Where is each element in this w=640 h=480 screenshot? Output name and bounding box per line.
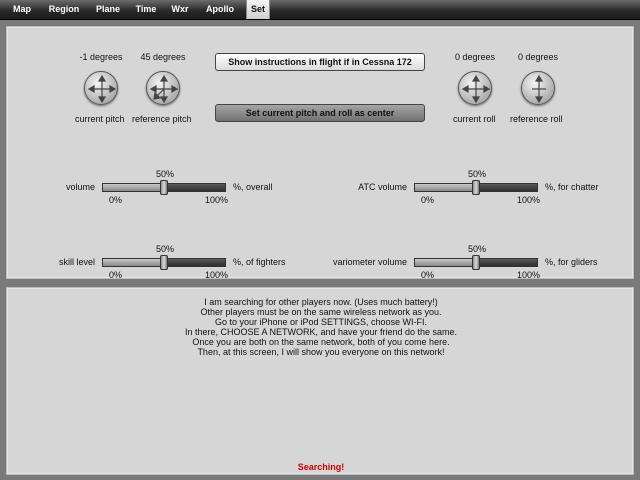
reference-roll-dial[interactable]	[521, 71, 555, 105]
reference-pitch-dial[interactable]	[146, 71, 180, 105]
variometer-volume-slider-handle[interactable]	[472, 255, 480, 270]
variometer-volume-slider-max: 100%	[517, 270, 541, 280]
variometer-volume-slider[interactable]	[414, 258, 538, 267]
network-message-line: Once you are both on the same network, both of you come here.	[192, 337, 450, 347]
reference-roll-label: reference roll	[510, 114, 563, 124]
tab-map[interactable]: Map	[13, 4, 31, 14]
network-message-line: Other players must be on the same wireless network as you.	[200, 307, 442, 317]
atc-volume-slider[interactable]	[414, 183, 538, 192]
reference-pitch-value: 45 degrees	[140, 52, 186, 62]
atc-volume-slider-label: ATC volume	[358, 182, 407, 192]
skill-level-slider-min: 0%	[109, 270, 123, 280]
current-roll-dial[interactable]	[458, 71, 492, 105]
variometer-volume-slider-suffix: %, for gliders	[545, 257, 598, 267]
volume-slider-min: 0%	[109, 195, 123, 205]
reference-pitch-label: reference pitch	[132, 114, 192, 124]
skill-level-slider-value: 50%	[155, 244, 174, 254]
vertical-arrows-icon	[522, 72, 556, 106]
skill-level-slider[interactable]	[102, 258, 226, 267]
variometer-volume-slider-label: variometer volume	[332, 257, 407, 267]
tab-bar	[0, 0, 640, 20]
settings-panel	[6, 26, 634, 279]
skill-level-slider-handle[interactable]	[160, 255, 168, 270]
atc-volume-slider-value: 50%	[467, 169, 486, 179]
four-way-arrows-icon	[459, 72, 493, 106]
atc-volume-slider-suffix: %, for chatter	[545, 182, 599, 192]
current-roll-value: 0 degrees	[454, 52, 496, 62]
network-message-line: In there, CHOOSE A NETWORK, and have your friend do the same.	[184, 327, 458, 337]
skill-level-slider-label: skill level	[58, 257, 95, 267]
atc-volume-slider-handle[interactable]	[472, 180, 480, 195]
network-message-line: I am searching for other players now. (Uses much battery!)	[204, 297, 438, 307]
reference-roll-value: 0 degrees	[517, 52, 559, 62]
variometer-volume-slider-value: 50%	[467, 244, 486, 254]
atc-volume-slider-max: 100%	[517, 195, 541, 205]
volume-slider-max: 100%	[205, 195, 229, 205]
network-panel	[6, 287, 634, 475]
tab-plane[interactable]: Plane	[95, 4, 120, 14]
tab-time[interactable]: Time	[135, 4, 157, 14]
skill-level-slider-max: 100%	[205, 270, 229, 280]
network-message-line: Then, at this screen, I will show you everyone on this network!	[197, 347, 445, 357]
four-way-arrows-icon	[85, 72, 119, 106]
volume-slider[interactable]	[102, 183, 226, 192]
show-instructions-button[interactable]: Show instructions in flight if in Cessna 172	[215, 53, 425, 71]
tab-set[interactable]: Set	[246, 0, 270, 19]
tab-apollo[interactable]: Apollo	[206, 4, 234, 14]
tab-region[interactable]: Region	[48, 4, 80, 14]
network-status: Searching!	[297, 462, 345, 472]
variometer-volume-slider-min: 0%	[421, 270, 435, 280]
current-pitch-value: -1 degrees	[79, 52, 123, 62]
skill-level-slider-suffix: %, of fighters	[233, 257, 286, 267]
current-roll-label: current roll	[453, 114, 496, 124]
current-pitch-dial[interactable]	[84, 71, 118, 105]
current-pitch-label: current pitch	[75, 114, 125, 124]
volume-slider-value: 50%	[155, 169, 174, 179]
four-way-arrows-icon	[147, 72, 181, 106]
volume-slider-label: volume	[65, 182, 95, 192]
volume-slider-suffix: %, overall	[233, 182, 273, 192]
atc-volume-slider-min: 0%	[421, 195, 435, 205]
network-message-line: Go to your iPhone or iPod SETTINGS, choose WI-FI.	[214, 317, 428, 327]
volume-slider-handle[interactable]	[160, 180, 168, 195]
tab-wxr[interactable]: Wxr	[171, 4, 189, 14]
set-center-button[interactable]: Set current pitch and roll as center	[215, 104, 425, 122]
